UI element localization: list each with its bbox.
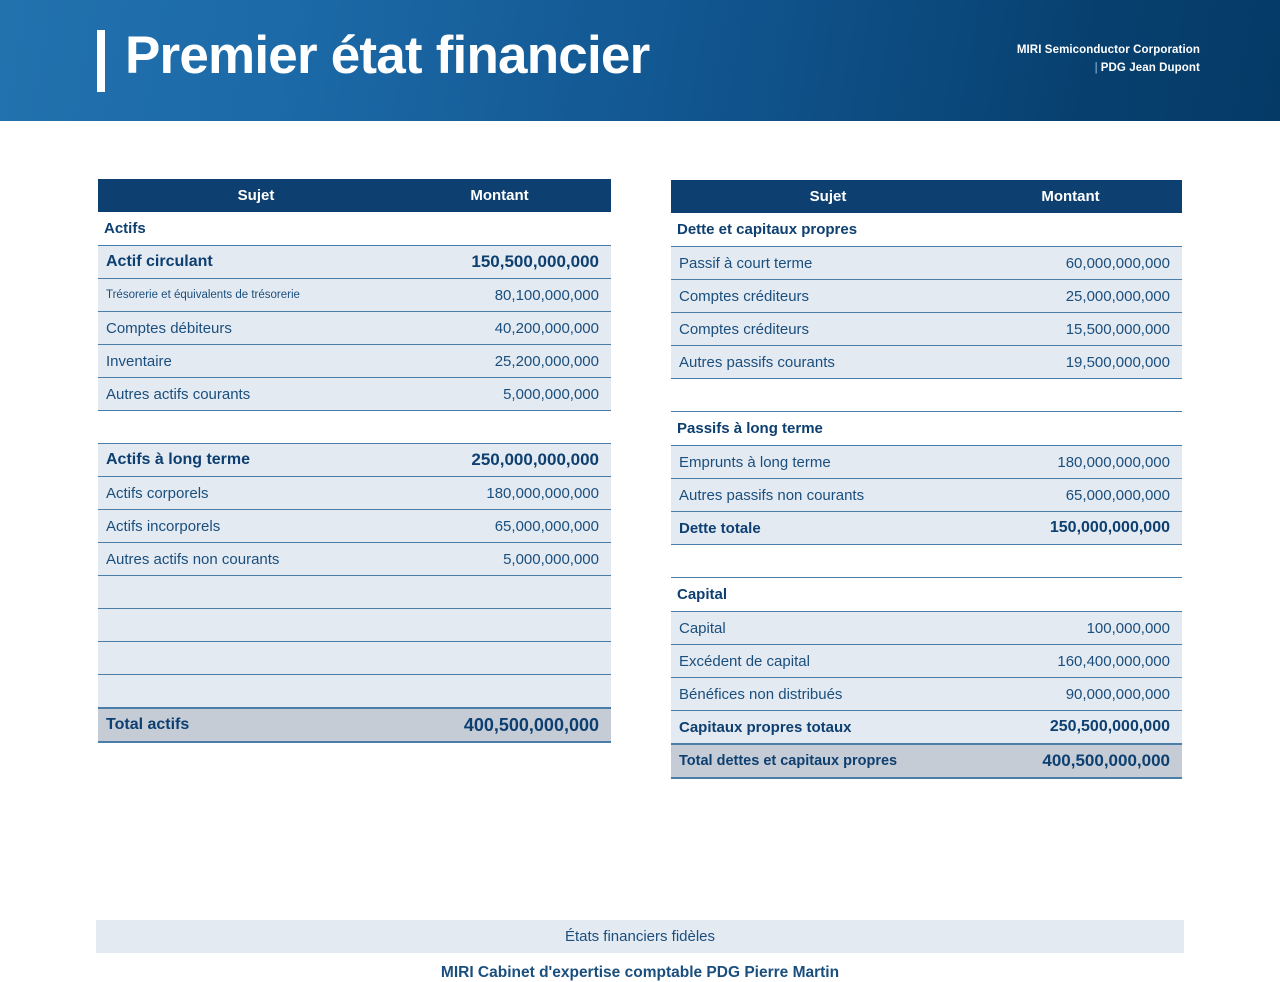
assets-table-header — [98, 179, 611, 212]
table-row — [98, 444, 611, 477]
row-amount: 25,000,000,000 — [1065, 287, 1170, 305]
row-amount: 150,000,000,000 — [1049, 519, 1170, 536]
table-row — [671, 678, 1182, 711]
row-subject: Trésorerie et équivalents de trésorerie — [106, 289, 300, 301]
ceo-divider-glyph: | — [1094, 61, 1098, 74]
assets-table-body — [98, 212, 611, 743]
row-subject: Excédent de capital — [679, 652, 810, 670]
row-amount: 90,000,000,000 — [1065, 685, 1170, 703]
liabilities-table-header — [671, 180, 1182, 213]
column-header-amount: Montant — [470, 187, 529, 204]
table-row — [671, 612, 1182, 645]
table-row — [671, 512, 1182, 545]
table-row — [98, 576, 611, 609]
table-row — [98, 312, 611, 345]
row-amount: 400,500,000,000 — [1042, 751, 1170, 770]
row-subject: Autres passifs non courants — [679, 486, 865, 504]
corporate-info — [1017, 42, 1200, 78]
table-total-row — [98, 708, 611, 743]
row-amount: 65,000,000,000 — [1065, 486, 1170, 504]
column-header-subject: Sujet — [809, 188, 847, 205]
row-subject: Capital — [679, 619, 726, 637]
row-amount: 40,200,000,000 — [494, 319, 599, 337]
table-row — [671, 645, 1182, 678]
table-spacer-row — [671, 379, 1182, 412]
corporation-ceo — [1017, 60, 1200, 78]
table-row — [671, 346, 1182, 379]
table-row — [98, 477, 611, 510]
assets-table — [98, 179, 611, 779]
row-amount: 150,500,000,000 — [471, 252, 599, 271]
row-subject: Capitaux propres totaux — [679, 718, 852, 736]
balance-sheet-body — [0, 121, 1280, 981]
table-row — [98, 279, 611, 312]
row-amount: 400,500,000,000 — [463, 714, 599, 735]
row-amount: 60,000,000,000 — [1065, 254, 1170, 272]
row-amount: 180,000,000,000 — [486, 484, 599, 502]
table-row — [98, 378, 611, 411]
row-subject: Actifs corporels — [106, 484, 209, 502]
row-amount: 5,000,000,000 — [503, 550, 599, 568]
table-row — [98, 345, 611, 378]
row-subject: Bénéfices non distribués — [679, 685, 843, 703]
row-subject: Total dettes et capitaux propres — [679, 753, 898, 769]
row-subject: Autres passifs courants — [679, 353, 835, 371]
row-amount: 250,000,000,000 — [471, 450, 599, 469]
row-amount: 250,500,000,000 — [1049, 718, 1170, 735]
tables-container — [0, 179, 1280, 779]
row-subject: Total actifs — [106, 716, 190, 733]
row-amount: 5,000,000,000 — [503, 385, 599, 403]
row-subject: Actif circulant — [106, 253, 213, 270]
row-subject: Comptes débiteurs — [106, 319, 232, 337]
row-subject: Actifs — [104, 220, 146, 237]
corporation-name: MIRI Semiconductor Corporation — [1016, 44, 1200, 56]
row-subject: Dette et capitaux propres — [677, 221, 858, 238]
liabilities-equity-table — [671, 180, 1182, 779]
table-row — [98, 246, 611, 279]
table-row — [671, 446, 1182, 479]
row-amount: 80,100,000,000 — [494, 286, 599, 304]
row-subject: Passif à court terme — [679, 254, 813, 272]
table-row — [98, 510, 611, 543]
table-row — [671, 313, 1182, 346]
table-row — [671, 280, 1182, 313]
footer-band-text: États financiers fidèles — [564, 928, 716, 945]
liabilities-table-body — [671, 213, 1182, 779]
row-amount: 15,500,000,000 — [1065, 320, 1170, 338]
table-section-row — [98, 212, 611, 246]
table-row — [671, 247, 1182, 280]
table-spacer-row — [98, 411, 611, 444]
table-row — [671, 711, 1182, 744]
row-amount: 65,000,000,000 — [494, 517, 599, 535]
row-subject: Comptes créditeurs — [679, 287, 810, 305]
table-row — [98, 543, 611, 576]
footer-band — [96, 920, 1184, 953]
row-subject: Actifs à long terme — [106, 451, 251, 468]
table-row — [671, 479, 1182, 512]
row-subject: Comptes créditeurs — [679, 320, 810, 338]
table-row — [98, 675, 611, 708]
table-spacer-row — [671, 545, 1182, 578]
table-row — [98, 609, 611, 642]
row-amount: 160,400,000,000 — [1057, 652, 1170, 670]
column-header-subject: Sujet — [237, 187, 275, 204]
row-subject: Emprunts à long terme — [679, 453, 831, 471]
row-subject: Capital — [677, 586, 728, 603]
table-section-row — [671, 412, 1182, 446]
row-subject: Autres actifs non courants — [106, 550, 280, 568]
footer-signature: MIRI Cabinet d'expertise comptable PDG Pierre Martin — [440, 964, 840, 981]
row-amount: 180,000,000,000 — [1057, 453, 1170, 471]
table-section-row — [671, 578, 1182, 612]
title-accent-bar — [97, 30, 105, 92]
page-title: Premier état financier — [125, 26, 650, 85]
ceo-name: PDG Jean Dupont — [1100, 61, 1200, 74]
row-amount: 25,200,000,000 — [494, 352, 599, 370]
page-header — [0, 0, 1280, 121]
row-amount: 19,500,000,000 — [1065, 353, 1170, 371]
row-subject: Dette totale — [679, 519, 761, 537]
row-subject: Passifs à long terme — [677, 420, 823, 437]
table-total-row — [671, 744, 1182, 779]
row-subject: Inventaire — [106, 352, 172, 370]
table-row — [98, 642, 611, 675]
row-subject: Autres actifs courants — [106, 385, 251, 403]
column-header-amount: Montant — [1041, 188, 1100, 205]
row-subject: Actifs incorporels — [106, 517, 221, 535]
table-section-row — [671, 213, 1182, 247]
row-amount: 100,000,000 — [1086, 619, 1170, 637]
